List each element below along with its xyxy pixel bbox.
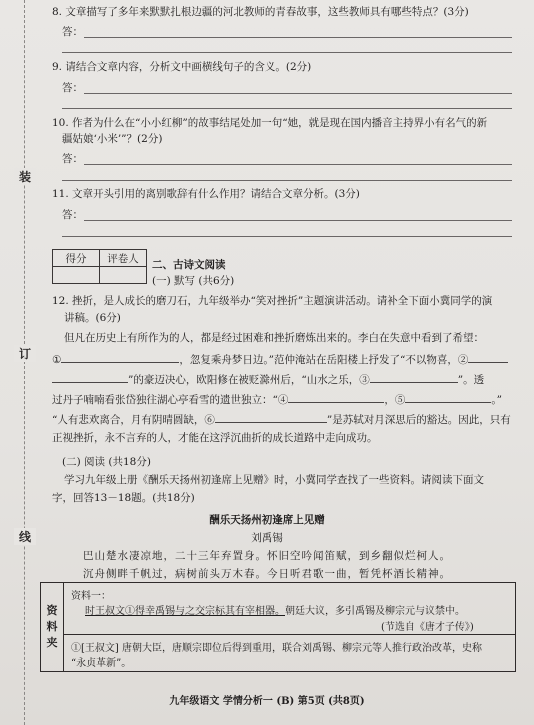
binding-char-zhuang: 装 bbox=[14, 168, 36, 185]
material-label-char: 资 bbox=[46, 604, 58, 617]
binding-dashed-line bbox=[24, 0, 25, 725]
q12-para-2 bbox=[52, 351, 508, 368]
grader-header: 评卷人 bbox=[100, 250, 147, 267]
q12-text: ”的豪迈决心，欧阳修在被贬滁州后，“山水之乐，③ bbox=[128, 374, 370, 386]
material-note-2: “永贞革新”。 bbox=[71, 658, 132, 669]
material-label bbox=[41, 583, 64, 671]
answer-line[interactable] bbox=[84, 164, 512, 165]
q12-text: “人有悲欢离合，月有阴晴圆缺，⑥ bbox=[52, 414, 215, 426]
answer-line[interactable] bbox=[62, 180, 512, 181]
binding-char-xian: 线 bbox=[14, 528, 36, 545]
material-label-char: 夹 bbox=[46, 636, 58, 649]
q12-para-3 bbox=[52, 371, 484, 388]
q12-text: ”是苏轼对月深思后的豁达。因此，只有 bbox=[326, 414, 511, 426]
q12-text: ，⑤ bbox=[384, 394, 406, 406]
blank-2[interactable] bbox=[468, 351, 508, 363]
q12-text: 过丹子喃喃看张岱独往湖心亭看雪的遗世独立：“④ bbox=[52, 394, 289, 406]
blank-5[interactable] bbox=[405, 391, 491, 403]
answer-line[interactable] bbox=[84, 37, 512, 38]
material-note-1: ①[王叔文] 唐朝大臣，唐顺宗即位后得到重用，联合刘禹锡、柳宗元等人推行政治改革，史称 bbox=[71, 643, 482, 654]
material-source: (节选自《唐才子传》) bbox=[381, 622, 474, 633]
q12-para-1: 但凡在历史上有所作为的人，都是经过困难和挫折磨炼出来的。李白在失意中看到了希望： bbox=[64, 332, 484, 344]
underlined-sentence: 时王叔文①得幸禹锡与之交宗标其有宰相器。 bbox=[85, 606, 285, 617]
page-footer: 九年级语文 学情分析一 (B) 第5页 (共8页) bbox=[169, 696, 365, 707]
question-11: 11. 文章开头引用的离别歌辞有什么作用？请结合文章分析。(3分) bbox=[52, 188, 360, 200]
question-10-line2: 疆姑娘‘小米’”？(2分) bbox=[62, 133, 163, 145]
poem-line-1: 巴山楚水凄凉地，二十三年弃置身。怀旧空吟闻笛赋，到乡翻似烂柯人。 bbox=[83, 550, 451, 562]
question-8: 8. 文章描写了多年来默默扎根边疆的河北教师的青春故事，这些教师具有哪些特点？(3分) bbox=[52, 6, 469, 18]
q12-text: ，忽复乘舟梦日边。”范仲淹站在岳阳楼上抒发了“不以物喜，② bbox=[179, 354, 469, 366]
material-text: 朝廷大议，多引禹锡及柳宗元与议禁中。 bbox=[285, 606, 465, 617]
q12-para-4 bbox=[52, 391, 502, 408]
poem-author: 刘禹锡 bbox=[251, 532, 283, 544]
blank-2-cont[interactable] bbox=[52, 371, 128, 383]
question-12-line2: 讲稿。(6分) bbox=[64, 312, 121, 324]
material-divider bbox=[63, 634, 515, 635]
answer-line[interactable] bbox=[84, 93, 512, 94]
question-9: 9. 请结合文章内容，分析文中画横线句子的含义。(2分) bbox=[52, 61, 312, 73]
q12-text: ”。透 bbox=[457, 374, 485, 386]
score-header: 得分 bbox=[53, 250, 100, 267]
answer-label-8: 答： bbox=[62, 26, 83, 38]
answer-label-11: 答： bbox=[62, 209, 83, 221]
material-label-char: 料 bbox=[46, 620, 58, 633]
section-reading-title: (二) 阅读 (共18分) bbox=[62, 456, 151, 468]
intro-line2: 字，回答13－18题。(共18分) bbox=[52, 492, 195, 504]
binding-char-ding: 订 bbox=[14, 345, 36, 362]
score-table bbox=[52, 249, 147, 284]
intro-line1: 学习九年级上册《酬乐天扬州初逢席上见赠》时，小冀同学查找了一些资料。请阅读下面文 bbox=[64, 474, 484, 486]
material-text-1 bbox=[85, 602, 465, 617]
answer-line[interactable] bbox=[62, 108, 512, 109]
q12-para-6: 正视挫折，永不言弃的人，才能在这浮沉曲折的成长道路中走向成功。 bbox=[52, 432, 378, 444]
grader-cell[interactable] bbox=[100, 267, 147, 284]
answer-label-9: 答： bbox=[62, 82, 83, 94]
poem-title: 酬乐天扬州初逢席上见赠 bbox=[209, 514, 325, 526]
answer-line[interactable] bbox=[84, 220, 512, 221]
blank-1-marker: ① bbox=[52, 354, 62, 366]
material-head: 资料一： bbox=[71, 591, 111, 602]
poem-line-2: 沉舟侧畔千帆过，病树前头万木春。今日听君歌一曲，暂凭杯酒长精神。 bbox=[83, 568, 451, 580]
answer-line[interactable] bbox=[62, 52, 512, 53]
material-box bbox=[40, 582, 516, 672]
blank-3[interactable] bbox=[370, 371, 458, 383]
answer-line[interactable] bbox=[62, 236, 512, 237]
blank-1[interactable] bbox=[61, 351, 179, 363]
question-10-line1: 10. 作者为什么在“小小红柳”的故事结尾处加一句“她，就是现在国内播音主持界小有名气的新 bbox=[52, 117, 488, 129]
blank-6[interactable] bbox=[215, 411, 327, 423]
blank-4[interactable] bbox=[288, 391, 384, 403]
question-12-line1: 12. 挫折，是人成长的磨刀石，九年级举办“笑对挫折”主题演讲活动。请补全下面小冀同学的演 bbox=[52, 295, 493, 307]
section-title: 二、古诗文阅读 bbox=[152, 259, 226, 271]
subsection-title: (一) 默写 (共6分) bbox=[152, 275, 235, 287]
q12-text: 。” bbox=[491, 394, 502, 406]
answer-label-10: 答： bbox=[62, 153, 83, 165]
q12-para-5 bbox=[52, 411, 511, 428]
score-cell[interactable] bbox=[53, 267, 100, 284]
